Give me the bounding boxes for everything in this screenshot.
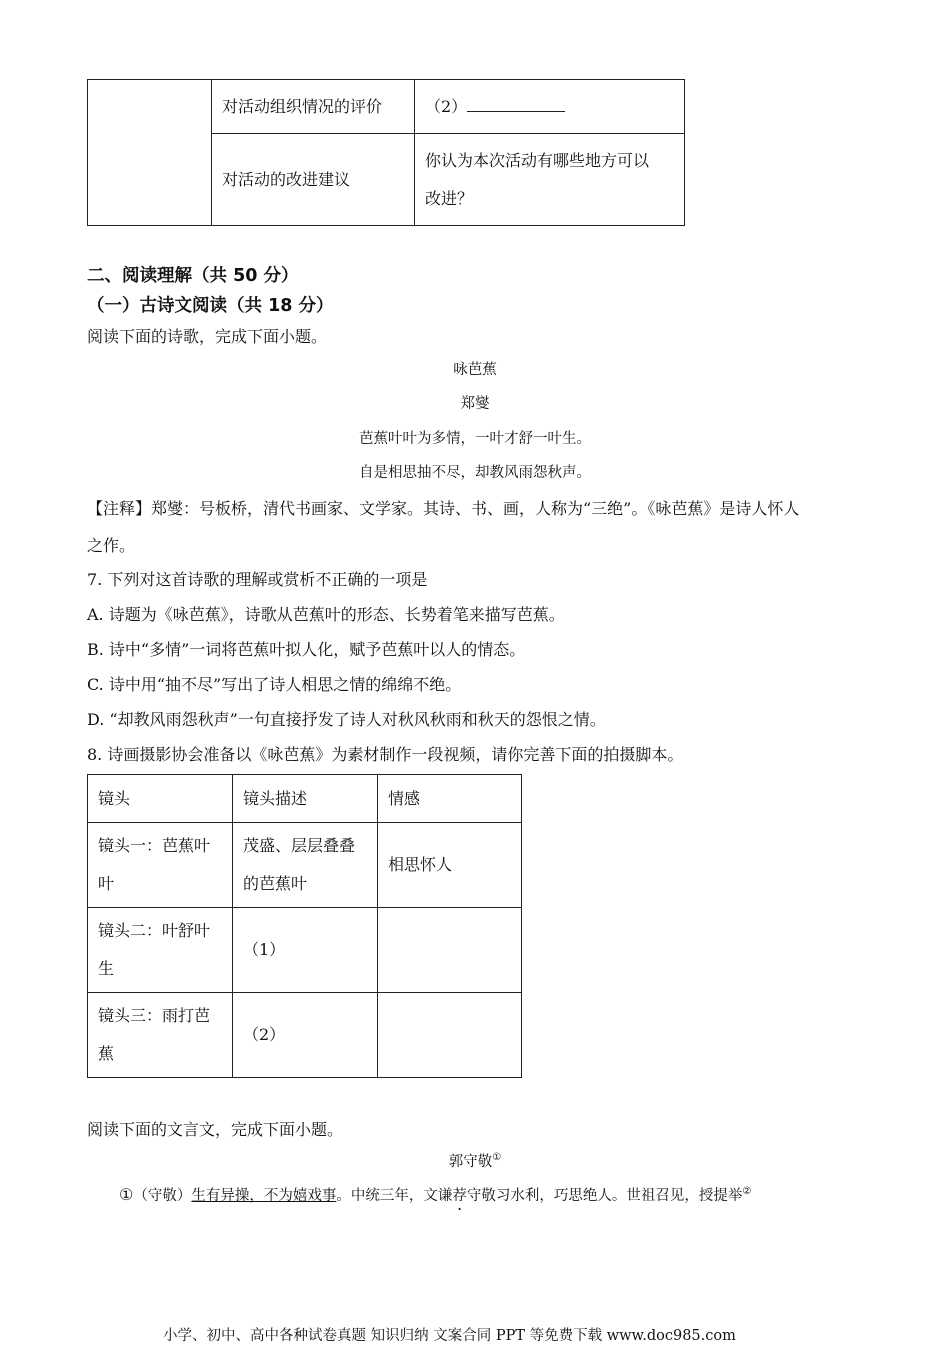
part-title: （一）古诗文阅读（共 18 分） — [87, 296, 334, 316]
improve-label-cell: 对活动的改进建议 — [212, 134, 415, 226]
option-d[interactable]: D. “却教风雨怨秋声”一句直接抒发了诗人对秋风秋雨和秋天的怨恨之情。 — [87, 710, 606, 729]
header-emotion: 情感 — [378, 775, 522, 823]
eval-label-cell: 对活动组织情况的评价 — [212, 80, 415, 134]
shot-cell: 镜头一：芭蕉叶 叶 — [88, 823, 233, 908]
underlined-phrase: 生有异操，不为嬉戏事 — [191, 1188, 337, 1204]
description-cell[interactable]: （2） — [233, 993, 378, 1078]
poem-note: 【注释】郑燮：号板桥，清代书画家、文学家。其诗、书、画，人称为“三绝”。《咏芭蕉》是诗人怀人 — [87, 499, 800, 518]
description-cell[interactable]: （1） — [233, 908, 378, 993]
poem-author: 郑燮 — [460, 396, 490, 412]
header-shot: 镜头 — [88, 775, 233, 823]
option-b[interactable]: B. 诗中“多情”一词将芭蕉叶拟人化，赋予芭蕉叶以人的情态。 — [87, 640, 526, 659]
activity-evaluation-table — [87, 79, 685, 226]
poem-line: 自是相思抽不尽，却教风雨怨秋声。 — [359, 465, 591, 481]
eval-answer-cell: （2） — [415, 80, 685, 134]
table-row — [88, 993, 522, 1078]
option-c[interactable]: C. 诗中用“抽不尽”写出了诗人相思之情的绵绵不绝。 — [87, 675, 462, 694]
classical-instruction: 阅读下面的文言文，完成下面小题。 — [87, 1120, 344, 1139]
shooting-script-table — [87, 774, 522, 1078]
emotion-cell[interactable] — [378, 993, 522, 1078]
poem-instruction: 阅读下面的诗歌，完成下面小题。 — [87, 327, 328, 346]
classical-paragraph-1: ①（守敬）生有异操，不为嬉戏事。中统三年，文谦荐守敬习水利，巧思绝人。世祖召见，授提举② — [119, 1185, 752, 1204]
poem-line: 芭蕉叶叶为多情，一叶才舒一叶生。 — [359, 431, 591, 447]
shot-cell: 镜头二：叶舒叶 生 — [88, 908, 233, 993]
section-title: 二、阅读理解（共 50 分） — [87, 266, 299, 286]
emotion-cell: 相思怀人 — [378, 823, 522, 908]
dotted-character: 荐 — [452, 1188, 467, 1204]
shot-cell: 镜头三：雨打芭 蕉 — [88, 993, 233, 1078]
answer-blank[interactable] — [467, 97, 565, 112]
table-row — [88, 908, 522, 993]
improve-answer-cell: 你认为本次活动有哪些地方可以 改进？ — [415, 134, 685, 226]
emotion-cell[interactable] — [378, 908, 522, 993]
poem-title: 咏芭蕉 — [453, 362, 497, 378]
table-row — [88, 823, 522, 908]
classical-title: 郭守敬① — [448, 1152, 502, 1170]
footer-text: 小学、初中、高中各种试卷真题 知识归纳 文案合同 PPT 等免费下载 www.doc985.com — [163, 1328, 736, 1344]
question-8-stem: 8. 诗画摄影协会准备以《咏芭蕉》为素材制作一段视频，请你完善下面的拍摄脚本。 — [87, 745, 684, 764]
header-description: 镜头描述 — [233, 775, 378, 823]
question-7-stem: 7. 下列对这首诗歌的理解或赏析不正确的一项是 — [87, 570, 428, 589]
poem-note-cont: 之作。 — [87, 536, 136, 555]
description-cell: 茂盛、层层叠叠 的芭蕉叶 — [233, 823, 378, 908]
empty-merged-cell — [88, 80, 212, 226]
option-a[interactable]: A. 诗题为《咏芭蕉》，诗歌从芭蕉叶的形态、长势着笔来描写芭蕉。 — [87, 605, 565, 624]
